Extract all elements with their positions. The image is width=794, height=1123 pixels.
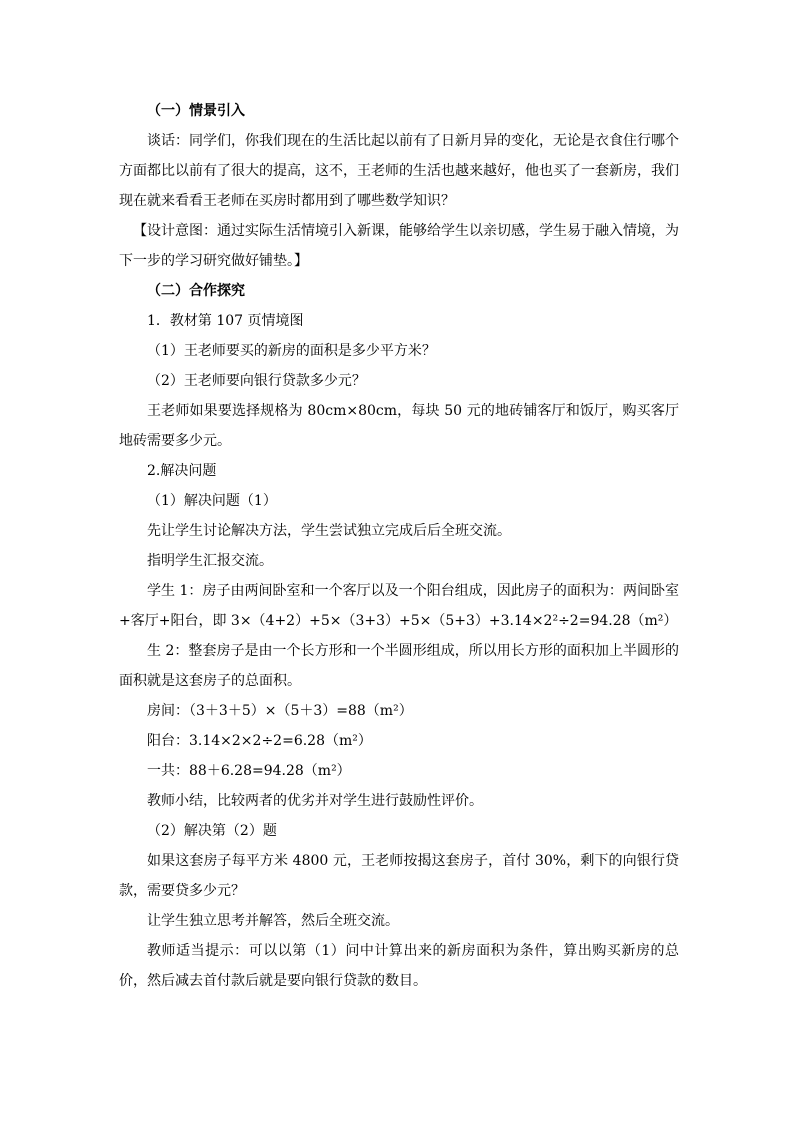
paragraph-student-2: 生 2：整套房子是由一个长方形和一个半圆形组成，所以用长方形的面积加上半圆形的面积就是这套房子的总面积。 [119,643,679,689]
paragraph-question-2: （2）王老师要向银行贷款多少元？ [147,373,366,389]
section-heading-cooperation: （二）合作探究 [147,283,245,299]
paragraph-discuss: 先让学生讨论解决方法，学生尝试独立完成后后全班交流。 [147,523,511,539]
paragraph-design-intent: 【设计意图：通过实际生活情境引入新课，能够给学生以亲切感，学生易于融入情境，为下一步的学习研究做好铺垫。】 [119,223,679,269]
paragraph-teacher-summary: 教师小结，比较两者的优劣并对学生进行鼓励性评价。 [147,793,483,809]
paragraph-teacher-hint: 教师适当提示：可以以第（1）问中计算出来的新房面积为条件，算出购买新房的总价，然后减去首付款后就是要向银行贷款的数目。 [119,943,679,989]
paragraph-total-area: 一共：88＋6.28=94.28（m²） [147,763,351,779]
paragraph-loan-question: 如果这套房子每平方米 4800 元，王老师按揭这套房子，首付 30%，剩下的向银行贷款，需要贷多少元？ [119,853,679,899]
paragraph-student-1: 学生 1：房子由两间卧室和一个客厅以及一个阳台组成，因此房子的面积为：两间卧室+客厅+阳台，即 3×（4+2）+5×（3+3）+5×（5+3）+3.14×2²÷2=94.28（m²） [119,583,679,629]
paragraph-textbook-ref: 1．教材第 107 页情境图 [147,313,304,329]
paragraph-report: 指明学生汇报交流。 [147,553,273,569]
paragraph-dialogue: 谈话：同学们，你我们现在的生活比起以前有了日新月异的变化，无论是衣食住行哪个方面都比以前有了很大的提高，这不，王老师的生活也越来越好，他也买了一套新房，我们现在就来看看王老师在买房时都用到了哪些数学知识？ [119,133,679,209]
paragraph-balcony-area: 阳台：3.14×2×2÷2=6.28（m²） [147,733,372,749]
paragraph-question-1: （1）王老师要买的新房的面积是多少平方米？ [147,343,436,359]
paragraph-tile-question: 王老师如果要选择规格为 80cm×80cm，每块 50 元的地砖铺客厅和饭厅，购买客厅地砖需要多少元。 [119,403,679,449]
paragraph-solve-heading: 2.解决问题 [147,463,217,479]
paragraph-room-area: 房间：（3＋3＋5）×（5＋3）=88（m²） [147,703,413,719]
paragraph-independent: 让学生独立思考并解答，然后全班交流。 [147,913,399,929]
paragraph-solve-1: （1）解决问题（1） [147,493,277,509]
document-body [119,96,679,996]
section-heading-situation: （一）情景引入 [147,103,245,119]
paragraph-solve-2: （2）解决第（2）题 [147,823,277,839]
